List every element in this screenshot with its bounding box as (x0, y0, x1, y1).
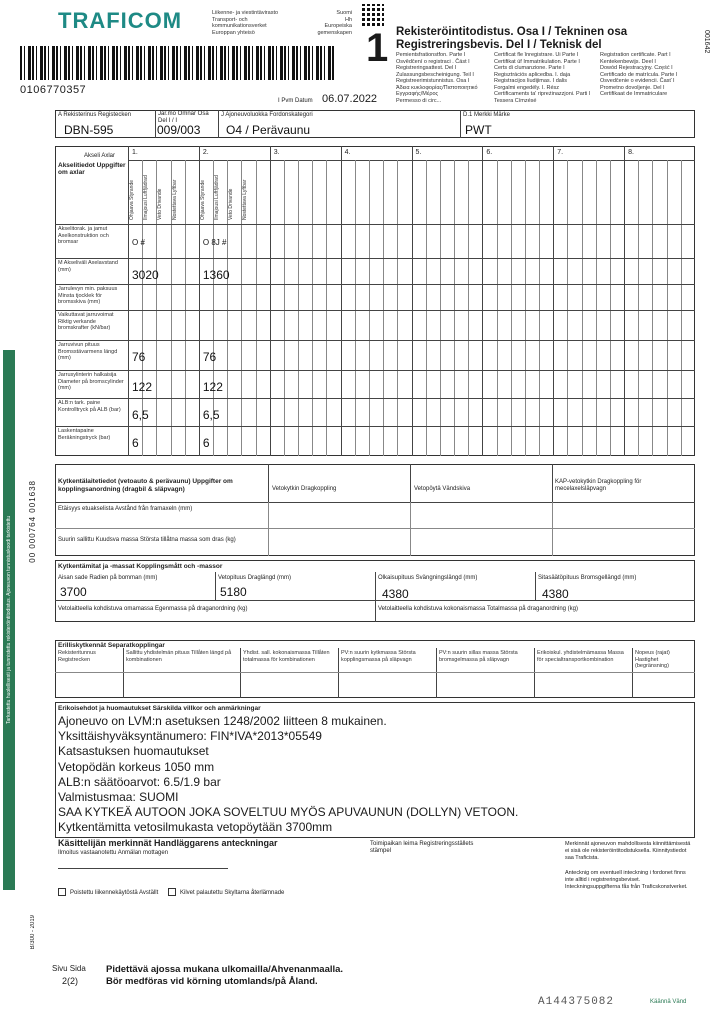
handler-title: Käsittelijän merkinnät Handläggarens anteckningar (58, 838, 278, 848)
make-label: D.1 Merkki Märke (463, 112, 511, 118)
category-label: J Ajoneuvoluokka Fordonskategori (221, 112, 313, 118)
special-coupling-col: Sallittu yhdistelmän pituus Tillåten längd på kombinationen (126, 650, 232, 663)
axle-sub-label: Nostettava Lyftbar (242, 179, 249, 220)
top-fields-box (55, 110, 695, 138)
axle-sub-label: Ohjaava Styrande (129, 179, 135, 220)
axle-column-8: 8. (628, 149, 634, 156)
removed-checkbox[interactable] (58, 888, 66, 896)
agency-lines: Liikenne- ja viestintävirasto Transport- och kommunikationsverket Europpan yhteisö (212, 10, 279, 36)
dim-3-value: 4380 (382, 587, 409, 601)
reg-label: A Rekisterinus Registecken (58, 112, 132, 118)
dim-4-label: Sitasäätöpituus Bromsgellängd (mm) (538, 575, 637, 581)
axle-sub-label: Ilmajousi Luftfjädrad (143, 175, 150, 220)
title-swedish: Registreringsbevis. Del I / Teknisk del (396, 39, 602, 51)
side-code: 001642 (703, 30, 710, 54)
remarks-lines (58, 714, 518, 836)
traficom-logo: TRAFICOM (58, 8, 183, 33)
serial-value: 009/003 (157, 123, 201, 137)
dim-2-label: Vetopituus Draglängd (mm) (218, 575, 292, 581)
axle-column-7: 7. (557, 149, 564, 156)
axle-2-value: 6,5 (202, 408, 220, 422)
axle-sub-label: Veto Drivande (228, 188, 235, 220)
remark-line: Yksittäishyväksyntänumero: FIN*IVA*2013*05549 (58, 729, 322, 744)
dim-3-label: Olkaisupituus Svängningslängd (mm) (378, 575, 478, 581)
mass-2-label: Vetolaitteella kohdistuva kokonaismassa Totalmassa på draganordning (kg) (378, 606, 579, 612)
axle-row-label: ALB:n tark. paine Kontrolltryck på ALB (bar) (58, 400, 121, 413)
axle-column-4: 4. (344, 149, 351, 156)
axle-column-5: 5. (415, 149, 422, 156)
agency-lines-right: Suomi Hh Europeiska gemenskapen (317, 10, 352, 36)
check-2-label: Kilvet palautettu Skyltarna återlämnade (180, 890, 285, 896)
lang-column-3: Registration certificate. Part I Kentekenbewijs. Deel I Dowód Rejestracyjny. Część I Certificado de matrícula. Parte I Osvedčenie o evidencii. Časť I Prometno dovoljenje. Del I Certifikaat de Immatriculare (600, 52, 678, 97)
dim-1-value: 3700 (60, 585, 87, 599)
axle-row-label: Jarrusylinterin halkaisija Diameter på bromscylinder (mm) (58, 372, 124, 391)
security-strip: Tarkastettu huolellisesti ja tunnistettu rekisteröintitodistus. Ajoneuvon tunnistuskoodi tarkistettu (3, 350, 15, 890)
dimensions-title: Kytkentämitat ja -massat Kopplingsmått och -massor (58, 563, 223, 570)
axle-row-label: Vaikuttavat jarruvoimat Riktig verkande bromskrafter (kN/bar) (58, 312, 114, 331)
coupling-col-1: Vetokytkin Dragkoppling (272, 486, 337, 492)
axle-2-value: 1360 (202, 268, 230, 282)
axle-2-value: 6 (202, 436, 210, 450)
coupling-title: Kytkentälaitetiedot (vetoauto & perävaunu) Uppgifter om kopplingsanordning (dragbil & släpvagn) (58, 478, 233, 493)
special-couplings-title: Erilliskytkennät Separatkopplingar (58, 642, 165, 649)
axle-sub-label: Ohjaava Styrande (199, 179, 206, 220)
special-coupling-col: PV:n suurin sillas massa Största bromsgelmassa på släpvagn (439, 650, 518, 663)
special-coupling-col: PV:n suurin kytkmassa Största kopplingsmassa på släpvagn (341, 650, 416, 663)
remark-line: SAA KYTKEÄ AUTOON JOKA SOVELTUU MYÖS APUVAUNUN (DOLLYN) VETOON. (58, 805, 519, 820)
axle-section-label: Akselitiedot Uppgifter om axlar (58, 162, 126, 176)
make-value: PWT (465, 123, 492, 137)
document-part-number: 1 (366, 26, 389, 70)
category-value: O4 / Perävaunu (226, 123, 311, 137)
barcode-icon (20, 46, 336, 80)
serial-number-top: 0106770357 (20, 84, 87, 96)
axle-sub-label: Ilmajousi Luftfjädrad (214, 175, 221, 220)
axle-2-value: 122 (202, 380, 223, 394)
axle-row-label: M Akseliväli Axelavstand (mm) (58, 260, 118, 273)
special-coupling-col: Erikoiskul. yhdistelmämassa Massa för specialtransportkombination (537, 650, 624, 663)
page-value: 2(2) (62, 976, 79, 986)
special-coupling-col: Nopeus (rajat) Hastighet (begränsning) (635, 650, 670, 669)
side-serial: 00 000764 001638 (28, 480, 37, 563)
axle-sub-label: Veto Drivande (157, 188, 164, 220)
axle-column-1: 1. (132, 149, 138, 156)
lang-column-1: Pemientsfrationstfon. Parte I Osvědčení o registraci . Část I Registreringsattest. Del I Zulassungsbescheinigung. Teil I Registreerimistunnistus. Osa I Άδεια κυκλοφορίας/Πιστοποιητικό Εγγραφής/Μέρος Permesso di circ... (396, 52, 478, 104)
page-label: Sivu Sida (52, 964, 86, 973)
notice-sv: Bör medföras vid körning utomlands/på Åland. (106, 976, 318, 987)
serial-label: Jar.mo Omnar Osa Del I / I (158, 111, 209, 124)
remarks-title: Erikoisehdot ja huomautukset Särskilda villkor och anmärkningar (58, 705, 261, 712)
notice-fi: Pidettävä ajossa mukana ulkomailla/Ahvenanmaalla. (106, 964, 344, 975)
dim-2-value: 5180 (220, 585, 247, 599)
axle-1-value: 122 (132, 380, 153, 394)
axle-1-value: 76 (132, 350, 146, 364)
axle-row-label: Laskentapaine Beräkningstryck (bar) (58, 428, 111, 441)
remark-line: Katsastuksen huomautukset (58, 744, 209, 759)
turn-over-label: Käännä Vänd (650, 999, 687, 1005)
print-date-label: I Pvm Datum (278, 98, 313, 104)
handler-note-2: Antecknig om eventuell inteckning i fordonet finns inte alltid i registreringsbeviset. Inteckningsuppgifterna fås från Traficskonstverket. (565, 870, 688, 890)
axle-table (55, 146, 695, 456)
reg-value: DBN-595 (64, 123, 114, 137)
dim-1-label: Aisan sade Radien på bomman (mm) (58, 575, 158, 581)
remark-line: ALB:n säätöoarvot: 6.5/1.9 bar (58, 774, 221, 789)
axle-1-value: O # (132, 238, 145, 247)
document-id: A144375082 (538, 996, 615, 1008)
axle-2-value: 76 (202, 350, 217, 364)
print-date: 06.07.2022 (322, 93, 378, 105)
axle-2-value: O 8J # (202, 238, 227, 247)
mass-1-label: Vetolaitteella kohdistuva omamassa Egenmassa på draganordning (kg) (58, 606, 248, 612)
lang-column-2: Certificat fle înregistrare. Ui Parte I Certifikat úf Immatrikulation. Parte I Certs di clumanzione. Parte I Regisztrációs aplicedba. I. daja Registracijos liudijimas. I dalis Forgalmi engedély. I. Rész Certificaments ta' ripreżinazzjoni. Parti I Tessera Címzésé (494, 52, 591, 104)
handler-sub1: Ilmoitus vastaanotettu Anmälan mottagen (58, 850, 169, 856)
special-coupling-col: Rekisteritunnus Registrecken (58, 650, 96, 663)
axle-column-3: 3. (273, 149, 280, 156)
axle-row-label: Jarrulevyn min. paksuus Minsta tjocklek för bromsskiva (mm) (58, 286, 118, 305)
title-finnish: Rekisteröintitodistus. Osa I / Tekninen osa (396, 26, 628, 38)
dim-4-value: 4380 (542, 587, 569, 601)
axle-header-label: Akseli Axlar (84, 153, 116, 159)
axle-column-6: 6. (486, 149, 493, 156)
form-code: B/300 - 2019 (30, 915, 36, 950)
axle-1-value: 3020 (132, 268, 159, 282)
handler-stamp: Toimipaikan leima Registreringsställets stämpel (370, 841, 474, 854)
coupling-row-2: Suurin sallittu Kuudsva massa Största tillåtna massa som dras (kg) (58, 537, 236, 543)
special-coupling-col: Yhdist. sall. kokonaismassa Tillåten totalmassa för kombinationen (243, 650, 330, 663)
axle-sub-label: Nostettava Lyftbar (171, 179, 178, 220)
check-1-label: Poistettu liikennekäytöstä Avställt (70, 890, 159, 896)
remark-line: Vetopödän korkeus 1050 mm (58, 759, 215, 774)
remark-line: Valmistusmaa: SUOMI (58, 790, 179, 805)
handler-note-1: Merkinnät ajoneuvon mahdollisesta kiinnittämisestä ei sisä ole rekisteröintitodistuksella. Kiinnitystiedot saa Traficista. (565, 841, 691, 861)
axle-row-label: Akselitorak. ja jamut Axelkonstruktion och bromsar (58, 226, 109, 245)
axle-1-value: 6 (132, 436, 139, 450)
remark-line: Kytkentämitta vetosilmukasta vetopöytään 3700mm (58, 820, 333, 835)
coupling-row-1: Etäisyys etuakselista Avstånd från framaxeln (mm) (58, 506, 193, 512)
remark-line: Ajoneuvo on LVM:n asetuksen 1248/2002 liitteen 8 mukainen. (58, 714, 387, 728)
axle-1-value: 6,5 (132, 408, 149, 422)
plates-returned-checkbox[interactable] (168, 888, 176, 896)
coupling-col-2: Vetopöytä Vändskiva (414, 486, 471, 492)
axle-row-label: Jarruvivun pituus Bromsstävarmens längd (mm) (58, 342, 118, 361)
qr-code-icon (362, 4, 384, 26)
axle-column-2: 2. (202, 149, 209, 156)
coupling-col-3: KAP-vetokytkin Dragkoppling för mecelaxelsläpvagn (555, 479, 642, 492)
